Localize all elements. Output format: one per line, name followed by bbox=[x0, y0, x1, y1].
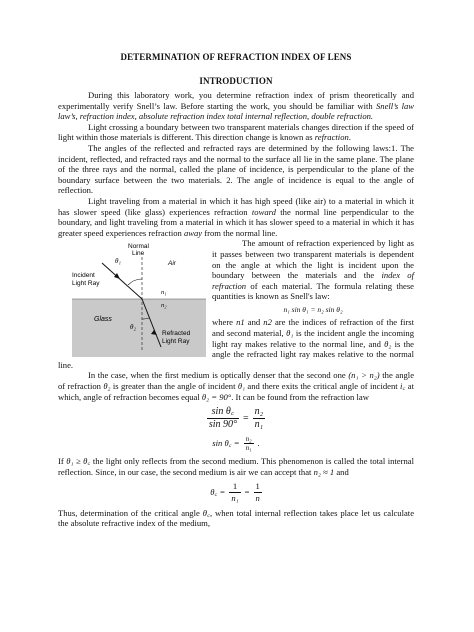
air-label: Air bbox=[168, 260, 176, 268]
paragraph-critical: In the case, when the first medium is optically denser that the second one (n₁ > n₂) the angle of refraction θ₂ is greater than the angle of incident θ₁ and there exits the critical angle of incident i꜀ at which, angle of refraction becomes equal θ₂ = 90°. It can be found from the refraction law bbox=[58, 370, 415, 402]
paragraph-speed: Light traveling from a material in which it has high speed (like air) to a material in which it has slower speed (like glass) experiences refraction toward the normal line perpendicular to the boundary, and light traveling from a material in which it has slower speed to a material in which it has greater speed experiences refraction away from the normal line. bbox=[58, 195, 414, 238]
incident-label-2: Light Ray bbox=[72, 280, 100, 288]
equation-sin-critical: sin θ꜀ = $\frac{\text{n₂}}{\text{n₁}}$ . bbox=[212, 435, 260, 453]
theta1-label: θ₁ bbox=[115, 257, 121, 266]
document-title: DETERMINATION OF REFRACTION INDEX OF LENS bbox=[120, 52, 352, 62]
glass-label: Glass bbox=[94, 316, 112, 324]
equation-critical-angle: θ꜀ = $\frac{1}{\text{n₁}}$ = $\frac{1}{n}$ bbox=[210, 481, 260, 503]
paragraph-laws: The angles of the reflected and refracted rays are determined by the following laws:1. The incident, reflected, and refracted rays and the normal to the surface all lie in the same plane. The plane of the three rays and the normal, called the plane of incidence, is perpendicular to the plane of the boundary surface between the two materials. 2. The angle of incidence is equal to the angle of reflection. bbox=[58, 142, 414, 196]
paragraph-total-reflection: If θ₁ ≥ θ꜀ the light only reflects from the second medium. This phenomenon is called the total internal reflection. Since, in our case, the second medium is air we can accept that n₂ ≈ 1 and bbox=[58, 456, 414, 477]
paragraph-conclusion: Thus, determination of the critical angle θ꜀, when total internal reflection takes place let us calculate the absolute refractive index of the medium, bbox=[58, 507, 415, 529]
glass-region bbox=[72, 299, 206, 357]
paragraph-intro: During this laboratory work, you determine refraction index of prism theoretically and experimentally verify Snell’s law. Before starting the work, you should be familiar with Snell’s law law’s, refraction index, absolute refraction index total internal reflection, double refraction. bbox=[58, 90, 414, 122]
refracted-label-2: Light Ray bbox=[162, 338, 190, 346]
n1-label: n₁ bbox=[161, 289, 167, 297]
key-terms: Snell’s law law’s, refraction index, absolute refraction index total internal reflection, double refraction. bbox=[58, 100, 414, 122]
paragraph-where: where n1 and n2 are the indices of refraction of the first and second material, θ₁ is the incident angle the incoming light ray makes relative to the normal line, and θ₂ is the angle the refracted light ray makes relative to the normal line. bbox=[58, 317, 414, 370]
theta1-arc bbox=[128, 279, 142, 285]
n2-label: n₂ bbox=[161, 302, 167, 310]
incident-ray bbox=[102, 263, 142, 299]
paragraph-snell-intro: The amount of refraction experienced by light as it passes between two transparent materials is dependent on the angle at which the light is incident upon the boundary between the materials and the index of refraction of each material. The formula relating these quantities is known as Snell's law: bbox=[212, 238, 414, 302]
incident-label-1: Incident bbox=[72, 272, 95, 280]
incident-arrowhead bbox=[114, 273, 120, 279]
refraction-diagram-svg bbox=[58, 239, 206, 357]
equation-sin-ratio: $\frac{\text{sin θ꜀}}{\sin 90^\circ}$ = $\frac{\text{n₂}}{\text{n₁}}$ bbox=[208, 406, 264, 431]
refracted-label-1: Refracted bbox=[162, 330, 191, 338]
document-content bbox=[58, 52, 414, 529]
normal-label-2: Line bbox=[132, 250, 145, 258]
refraction-diagram bbox=[58, 239, 206, 357]
theta2-label: θ₂ bbox=[130, 323, 136, 332]
section-heading: INTRODUCTION bbox=[199, 76, 273, 86]
snell-equation: n₁ sin θ₁ = n₂ sin θ₂ bbox=[283, 304, 343, 314]
paragraph-refraction: Light crossing a boundary between two transparent materials changes direction if the speed of light within those materials is different. This direction change is known as refraction. bbox=[58, 121, 414, 143]
normal-label-1: Normal bbox=[128, 243, 149, 251]
